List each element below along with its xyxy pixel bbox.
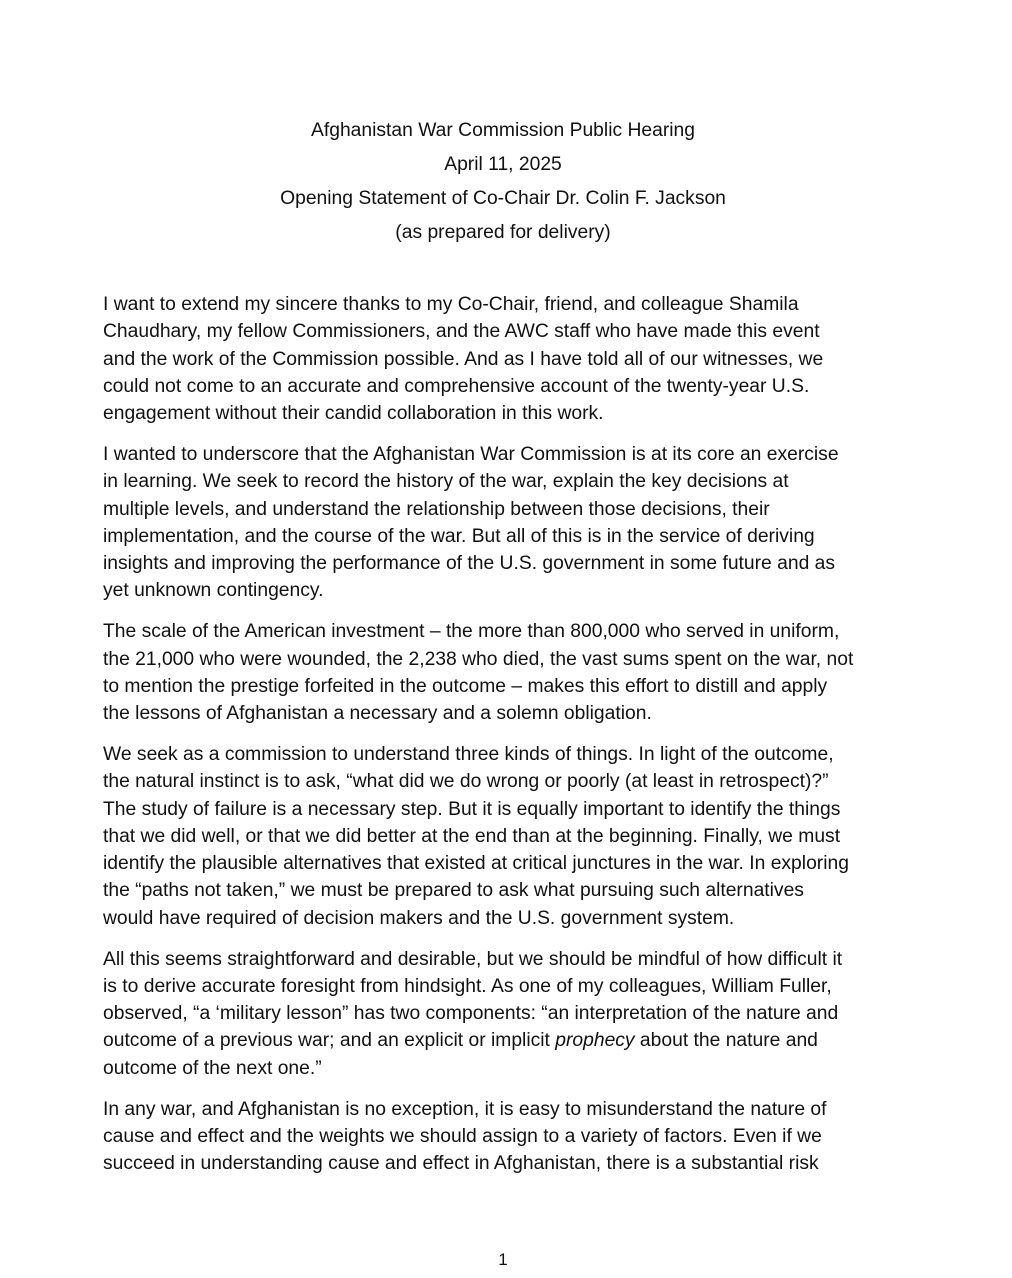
text-line: multiple levels, and understand the relationship between those decisions, their (103, 498, 770, 520)
page-number: 1 (498, 1250, 508, 1269)
paragraph (103, 741, 905, 932)
text-segment: outcome of a previous war; and an explicit or implicit (103, 1030, 556, 1052)
paragraph (103, 618, 905, 727)
paragraph (103, 1096, 905, 1178)
text-line: cause and effect and the weights we should assign to a variety of factors. Even if we (103, 1125, 822, 1147)
text-line (103, 1027, 905, 1054)
text-line: the “paths not taken,” we must be prepared to ask what pursuing such alternatives (103, 880, 804, 902)
text-line: yet unknown contingency. (103, 580, 324, 602)
text-line: All this seems straightforward and desirable, but we should be mindful of how difficult it (103, 948, 843, 970)
text-line: outcome of the next one.” (103, 1057, 322, 1079)
text-line: the lessons of Afghanistan a necessary and a solemn obligation. (103, 703, 652, 725)
text-line: could not come to an accurate and comprehensive account of the twenty-year U.S. (103, 375, 810, 397)
statement-body (103, 291, 905, 1191)
text-line: the natural instinct is to ask, “what did we do wrong or poorly (at least in retrospect)?” (103, 771, 829, 793)
document-header (0, 114, 1006, 250)
text-line: the 21,000 who were wounded, the 2,238 who died, the vast sums spent on the war, not (103, 648, 854, 670)
hearing-date: April 11, 2025 (444, 154, 562, 175)
text-line: implementation, and the course of the war. But all of this is in the service of deriving (103, 525, 815, 547)
text-segment: about the nature and (634, 1030, 818, 1052)
text-line: In any war, and Afghanistan is no exception, it is easy to misunderstand the nature of (103, 1098, 827, 1120)
text-line: observed, “a ‘military lesson” has two components: “an interpretation of the nature and (103, 1003, 839, 1025)
statement-title: Opening Statement of Co-Chair Dr. Colin F. Jackson (280, 188, 726, 209)
text-line: Chaudhary, my fellow Commissioners, and the AWC staff who have made this event (103, 321, 820, 343)
emphasized-word: prophecy (555, 1030, 635, 1052)
text-line: The scale of the American investment – the more than 800,000 who served in uniform, (103, 621, 840, 643)
text-line: The study of failure is a necessary step. But it is equally important to identify the things (103, 798, 841, 820)
text-line: I want to extend my sincere thanks to my Co-Chair, friend, and colleague Shamila (103, 294, 799, 315)
delivery-note: (as prepared for delivery) (395, 222, 611, 243)
paragraph (103, 441, 905, 605)
text-line: that we did well, or that we did better at the end than at the beginning. Finally, we must (103, 825, 841, 847)
text-line: in learning. We seek to record the history of the war, explain the key decisions at (103, 471, 789, 493)
text-line: engagement without their candid collaboration in this work. (103, 403, 604, 425)
hearing-title: Afghanistan War Commission Public Hearing (311, 120, 695, 141)
text-line: We seek as a commission to understand three kinds of things. In light of the outcome, (103, 743, 834, 765)
text-line: would have required of decision makers and the U.S. government system. (103, 907, 735, 929)
text-line: insights and improving the performance of the U.S. government in some future and as (103, 553, 836, 575)
text-line: succeed in understanding cause and effect in Afghanistan, there is a substantial risk (103, 1153, 819, 1175)
paragraph (103, 946, 905, 1082)
text-line: identify the plausible alternatives that existed at critical junctures in the war. In exploring (103, 853, 849, 875)
text-line: is to derive accurate foresight from hindsight. As one of my colleagues, William Fuller, (103, 975, 832, 997)
text-line: and the work of the Commission possible. And as I have told all of our witnesses, we (103, 348, 824, 370)
paragraph (103, 291, 905, 427)
text-line: I wanted to underscore that the Afghanistan War Commission is at its core an exercise (103, 443, 839, 465)
text-line: to mention the prestige forfeited in the outcome – makes this effort to distill and apply (103, 675, 828, 697)
